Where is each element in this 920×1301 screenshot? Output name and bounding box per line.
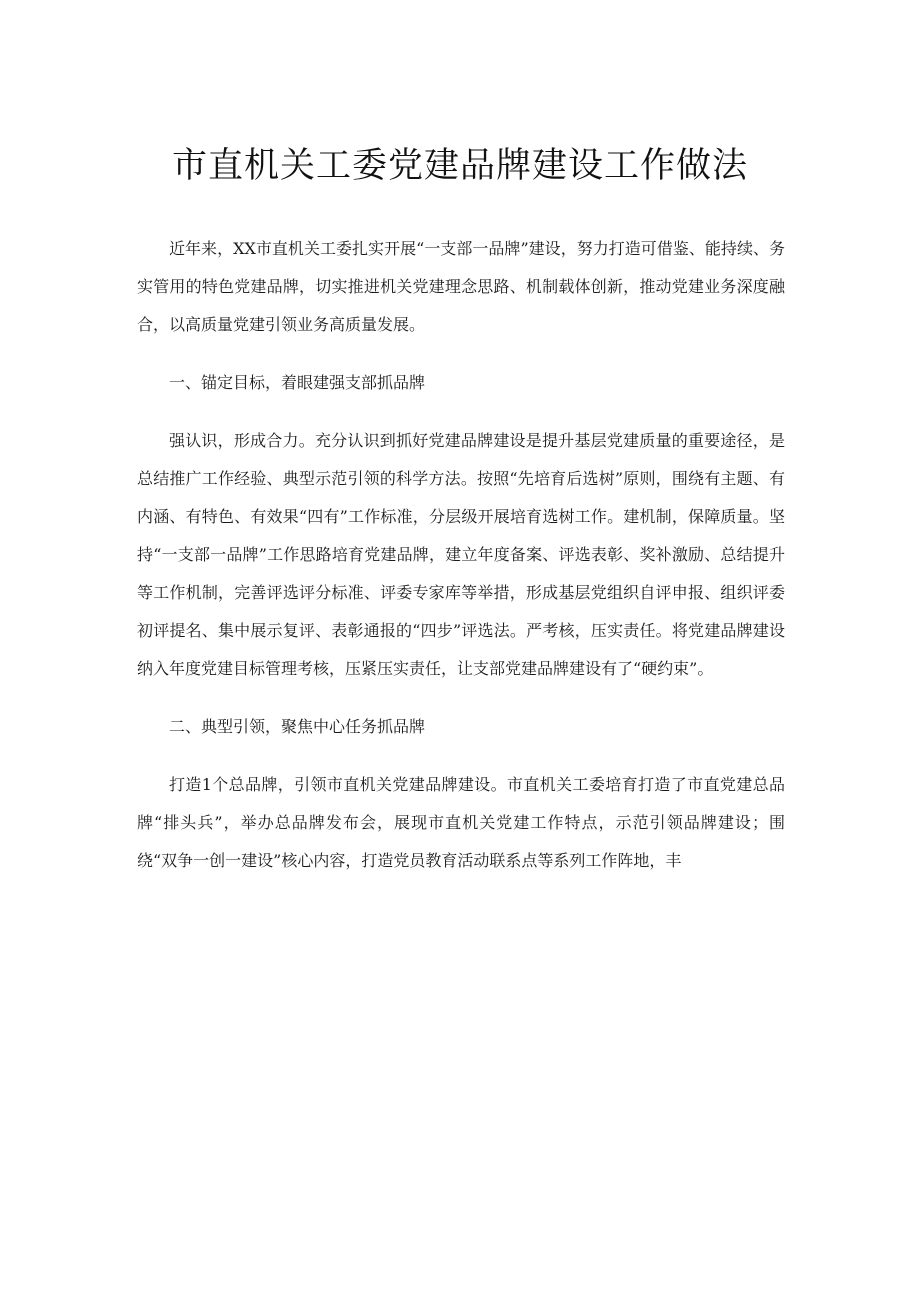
section-2-paragraph: 打造1个总品牌，引领市直机关党建品牌建设。市直机关工委培育打造了市直党建总品牌“排头兵”，举办总品牌发布会，展现市直机关党建工作特点，示范引领品牌建设；围绕“双争一创一建设”核心内容，打造党员教育活动联系点等系列工作阵地，丰 (137, 775, 785, 870)
document-body (137, 230, 785, 880)
document-title: 市直机关工委党建品牌建设工作做法 (171, 146, 748, 186)
section-heading-2: 二、典型引领，聚焦中心任务抓品牌 (169, 717, 426, 736)
intro-paragraph: 近年来，XX市直机关工委扎实开展“一支部一品牌”建设，努力打造可借鉴、能持续、务实管用的特色党建品牌，切实推进机关党建理念思路、机制载体创新，推动党建业务深度融合，以高质量党建引领业务高质量发展。 (137, 239, 785, 334)
section-heading-1: 一、锚定目标，着眼建强支部抓品牌 (169, 373, 426, 392)
section-1-paragraph: 强认识，形成合力。充分认识到抓好党建品牌建设是提升基层党建质量的重要途径，是总结推广工作经验、典型示范引领的科学方法。按照“先培育后选树”原则，围绕有主题、有内涵、有特色、有效果“四有”工作标准，分层级开展培育选树工作。建机制，保障质量。坚持“一支部一品牌”工作思路培育党建品牌，建立年度备案、评选表彰、奖补激励、总结提升等工作机制，完善评选评分标准、评委专家库等举措，形成基层党组织自评申报、组织评委初评提名、集中展示复评、表彰通报的“四步”评选法。严考核，压实责任。将党建品牌建设纳入年度党建目标管理考核，压紧压实责任，让支部党建品牌建设有了“硬约束”。 (137, 431, 785, 678)
